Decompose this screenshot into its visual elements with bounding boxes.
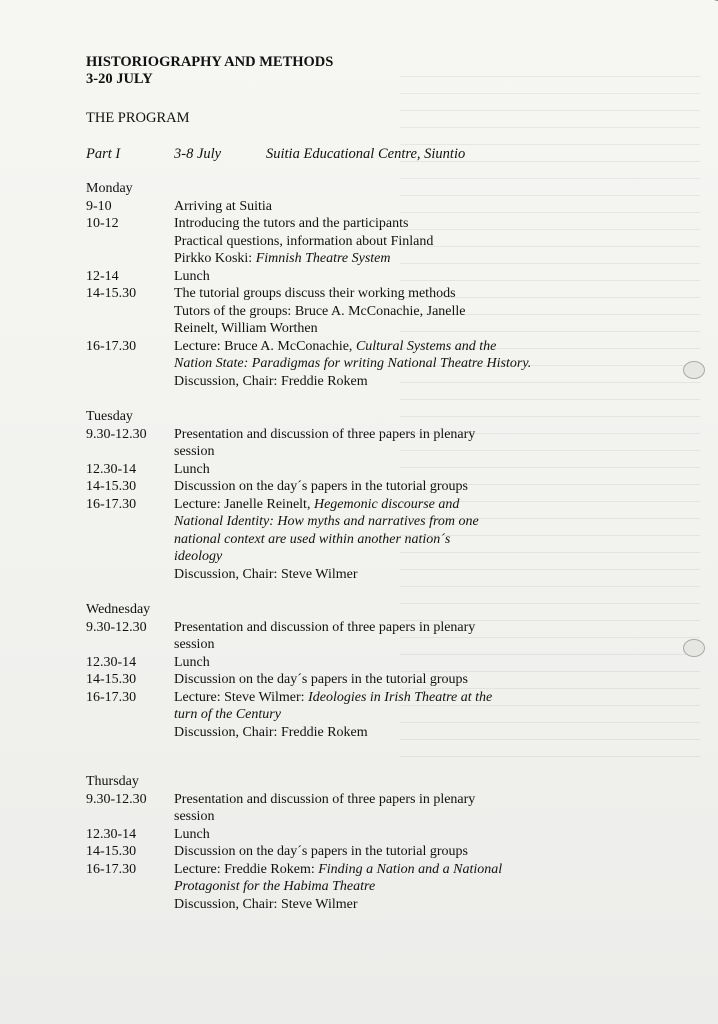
activity-line [174,531,646,549]
activity-line [174,706,646,724]
activity-line [174,861,646,879]
activity-line [174,250,646,268]
activity-line [174,826,646,844]
activity-line [174,843,646,861]
activity-title-italic: Cultural Systems and the [355,338,497,354]
activity-text: Practical questions, information about Finland [174,233,434,249]
time-slot: 10-12 [86,216,119,231]
activity-text: Presentation and discussion of three papers in plenary [174,426,476,442]
document-header [86,54,333,88]
activity-line [174,548,646,566]
activity-line [174,285,646,303]
schedule-row [86,826,646,844]
activity-line [174,513,646,531]
day-name: Thursday [86,774,139,789]
schedule [86,180,646,913]
activity-line [174,636,646,654]
corner-fold [533,0,718,40]
day-block-monday [86,180,646,390]
activity-line [174,373,646,391]
activity-title-italic: Nation State: Paradigmas for writing National Theatre History. [174,356,532,371]
time-slot: 16-17.30 [86,689,137,705]
activity-line [174,268,646,286]
activity-line [174,355,646,373]
activity-description [174,285,646,338]
activity-line [174,215,646,233]
schedule-row [86,843,646,861]
activity-text: session [174,809,215,824]
day-name: Tuesday [86,409,133,424]
activity-description [174,338,646,391]
program-heading: THE PROGRAM [86,110,190,126]
activity-description [174,826,646,844]
schedule-row [86,478,646,496]
time-slot: 9.30-12.30 [86,791,147,807]
activity-text: The tutorial groups discuss their working methods [174,286,456,301]
activity-description [174,843,646,861]
activity-line [174,233,646,251]
part-venue: Suitia Educational Centre, Siuntio [266,146,466,162]
document-title: HISTORIOGRAPHY AND METHODS [86,54,334,70]
activity-text: Lunch [174,826,210,842]
schedule-row [86,791,646,826]
activity-description [174,426,646,461]
activity-text: Introducing the tutors and the participants [174,216,409,231]
activity-description [174,619,646,654]
activity-line [174,566,646,584]
activity-text: Discussion on the day´s papers in the tutorial groups [174,672,468,687]
activity-description [174,268,646,286]
time-slot: 14-15.30 [86,286,137,301]
schedule-row [86,338,646,391]
activity-line [174,461,646,479]
activity-text: Lecture: Freddie Rokem: [174,861,319,877]
activity-description [174,689,646,742]
activity-text: Arriving at Suitia [174,198,272,214]
activity-description [174,671,646,689]
time-slot: 9.30-12.30 [86,619,147,635]
time-slot: 14-15.30 [86,844,137,859]
time-slot: 12.30-14 [86,826,137,842]
schedule-row [86,461,646,479]
activity-text: Discussion, Chair: Steve Wilmer [174,566,358,582]
day-name: Wednesday [86,602,151,617]
activity-text: Discussion on the day´s papers in the tutorial groups [174,479,468,494]
activity-text: Presentation and discussion of three papers in plenary [174,619,476,635]
activity-text: Lunch [174,461,210,477]
activity-line [174,478,646,496]
activity-description [174,461,646,479]
activity-text: Discussion, Chair: Steve Wilmer [174,896,358,912]
activity-line [174,619,646,637]
schedule-row [86,496,646,584]
activity-line [174,671,646,689]
activity-text: Tutors of the groups: Bruce A. McConachie, Janelle [174,303,466,319]
time-slot: 14-15.30 [86,479,137,494]
activity-line [174,724,646,742]
activity-title-italic: turn of the Century [174,707,281,722]
schedule-row [86,689,646,742]
activity-description [174,215,646,268]
schedule-row [86,285,646,338]
activity-line [174,791,646,809]
activity-line [174,808,646,826]
schedule-row [86,654,646,672]
schedule-row [86,671,646,689]
activity-text: Discussion, Chair: Freddie Rokem [174,724,368,740]
activity-text: Lunch [174,654,210,670]
activity-text: Pirkko Koski: [174,251,256,266]
activity-text: Lecture: Steve Wilmer: [174,689,309,705]
punch-hole-icon [683,361,705,379]
activity-text: Lunch [174,268,210,284]
activity-title-italic: Fimnish Theatre System [255,251,391,266]
activity-text: session [174,637,215,652]
time-slot: 9-10 [86,198,112,214]
activity-text: session [174,444,215,459]
activity-title-italic: Hegemonic discourse and [313,496,460,512]
time-slot: 16-17.30 [86,338,137,354]
activity-text: Discussion on the day´s papers in the tutorial groups [174,844,468,859]
day-block-wednesday [86,601,646,741]
activity-description [174,791,646,826]
activity-line [174,496,646,514]
activity-title-italic: national context are used within another nation´s [174,531,451,547]
day-gap [86,390,646,408]
activity-description [174,496,646,584]
schedule-row [86,268,646,286]
document-dates: 3-20 JULY [86,71,153,87]
time-slot: 12-14 [86,268,119,284]
punch-hole-icon [683,639,705,657]
activity-line [174,654,646,672]
activity-line [174,338,646,356]
activity-title-italic: Protagonist for the Habima Theatre [174,879,376,894]
activity-title-italic: ideology [174,549,223,564]
time-slot: 16-17.30 [86,496,137,512]
activity-line [174,689,646,707]
activity-text: Lecture: Bruce A. McConachie, [174,338,356,354]
activity-line [174,443,646,461]
schedule-row [86,861,646,914]
activity-line [174,198,646,216]
part-label: Part I [86,146,121,162]
activity-description [174,861,646,914]
activity-line [174,303,646,321]
time-slot: 14-15.30 [86,672,137,687]
schedule-row [86,426,646,461]
day-block-tuesday [86,408,646,583]
activity-title-italic: Finding a Nation and a National [318,861,503,877]
day-gap [86,741,646,773]
activity-text: Presentation and discussion of three papers in plenary [174,791,476,807]
day-name: Monday [86,181,133,196]
activity-line [174,896,646,914]
activity-description [174,478,646,496]
activity-title-italic: National Identity: How myths and narratives from one [174,514,479,529]
activity-line [174,878,646,896]
activity-description [174,198,646,216]
schedule-row [86,619,646,654]
time-slot: 12.30-14 [86,461,137,477]
activity-text: Lecture: Janelle Reinelt, [174,496,314,512]
part-dates: 3-8 July [174,146,222,162]
time-slot: 12.30-14 [86,654,137,670]
day-block-thursday [86,773,646,913]
activity-line [174,320,646,338]
activity-title-italic: Ideologies in Irish Theatre at the [308,689,493,705]
activity-text: Reinelt, William Worthen [174,321,318,336]
time-slot: 9.30-12.30 [86,426,147,442]
activity-line [174,426,646,444]
activity-description [174,654,646,672]
time-slot: 16-17.30 [86,861,137,877]
schedule-row [86,198,646,216]
day-gap [86,583,646,601]
activity-text: Discussion, Chair: Freddie Rokem [174,373,368,389]
schedule-row [86,215,646,268]
